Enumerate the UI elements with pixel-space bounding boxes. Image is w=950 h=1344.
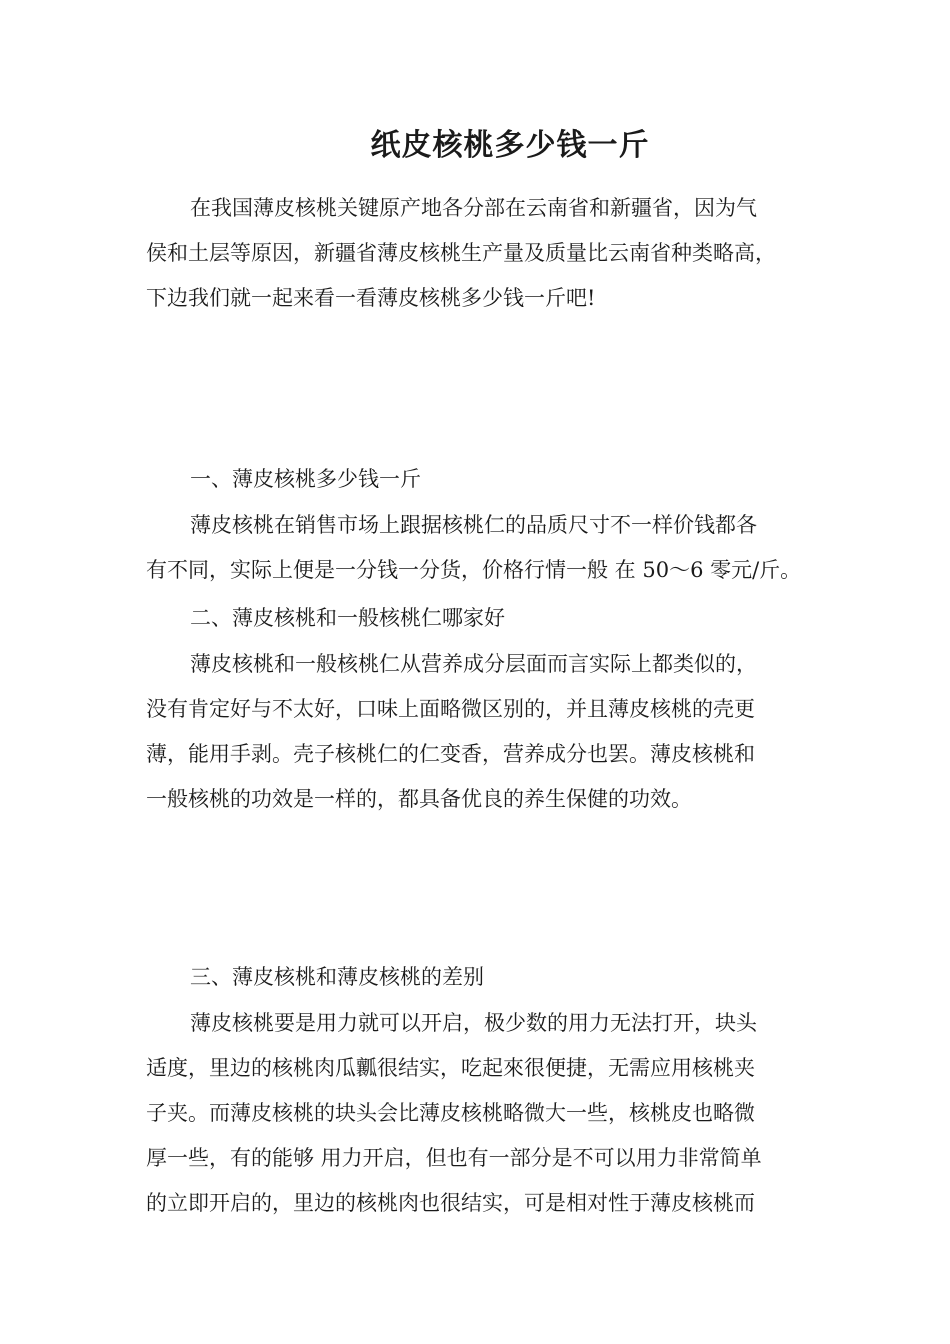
section2-heading: 二、薄皮核桃和一般核桃仁哪家好 xyxy=(190,606,505,630)
section3-heading: 三、薄皮核桃和薄皮核桃的差别 xyxy=(190,965,484,989)
section1-line-1: 薄皮核桃在销售市场上跟据核桃仁的品质尺寸不一样价钱都各 xyxy=(190,513,757,537)
intro-line-3: 下边我们就一起来看一看薄皮核桃多少钱一斤吧! xyxy=(146,286,596,310)
section2-line-1: 薄皮核桃和一般核桃仁从营养成分层面而言实际上都类似的， xyxy=(190,652,757,676)
section3-line-4: 厚一些，有的能够 用力开启，但也有一部分是不可以用力非常简单 xyxy=(146,1146,762,1170)
section3-line-3: 子夹。而薄皮核桃的块头会比薄皮核桃略微大一些，核桃皮也略微 xyxy=(146,1101,755,1125)
section1-heading: 一、薄皮核桃多少钱一斤 xyxy=(190,467,421,491)
section2-line-4: 一般核桃的功效是一样的，都具备优良的养生保健的功效。 xyxy=(146,787,692,811)
intro-line-1: 在我国薄皮核桃关键原产地各分部在云南省和新疆省，因为气 xyxy=(190,196,757,220)
intro-line-2: 侯和土层等原因，新疆省薄皮核桃生产量及质量比云南省种类略高， xyxy=(146,241,776,265)
section1-line-2: 有不同，实际上便是一分钱一分货，价格行情一般 在 50～6 零元/斤。 xyxy=(146,558,802,582)
section2-line-3: 薄，能用手剥。壳子核桃仁的仁变香，营养成分也罢。薄皮核桃和 xyxy=(146,742,755,766)
section3-line-2: 适度，里边的核桃肉瓜瓤很结实，吃起來很便捷，无需应用核桃夹 xyxy=(146,1056,755,1080)
document-title: 纸皮核桃多少钱一斤 xyxy=(370,128,650,163)
section2-line-2: 没有肯定好与不太好，口味上面略微区别的，并且薄皮核桃的壳更 xyxy=(146,697,755,721)
section3-line-1: 薄皮核桃要是用力就可以开启，极少数的用力无法打开，块头 xyxy=(190,1011,757,1035)
section3-line-5: 的立即开启的，里边的核桃肉也很结实，可是相对性于薄皮核桃而 xyxy=(146,1191,755,1215)
